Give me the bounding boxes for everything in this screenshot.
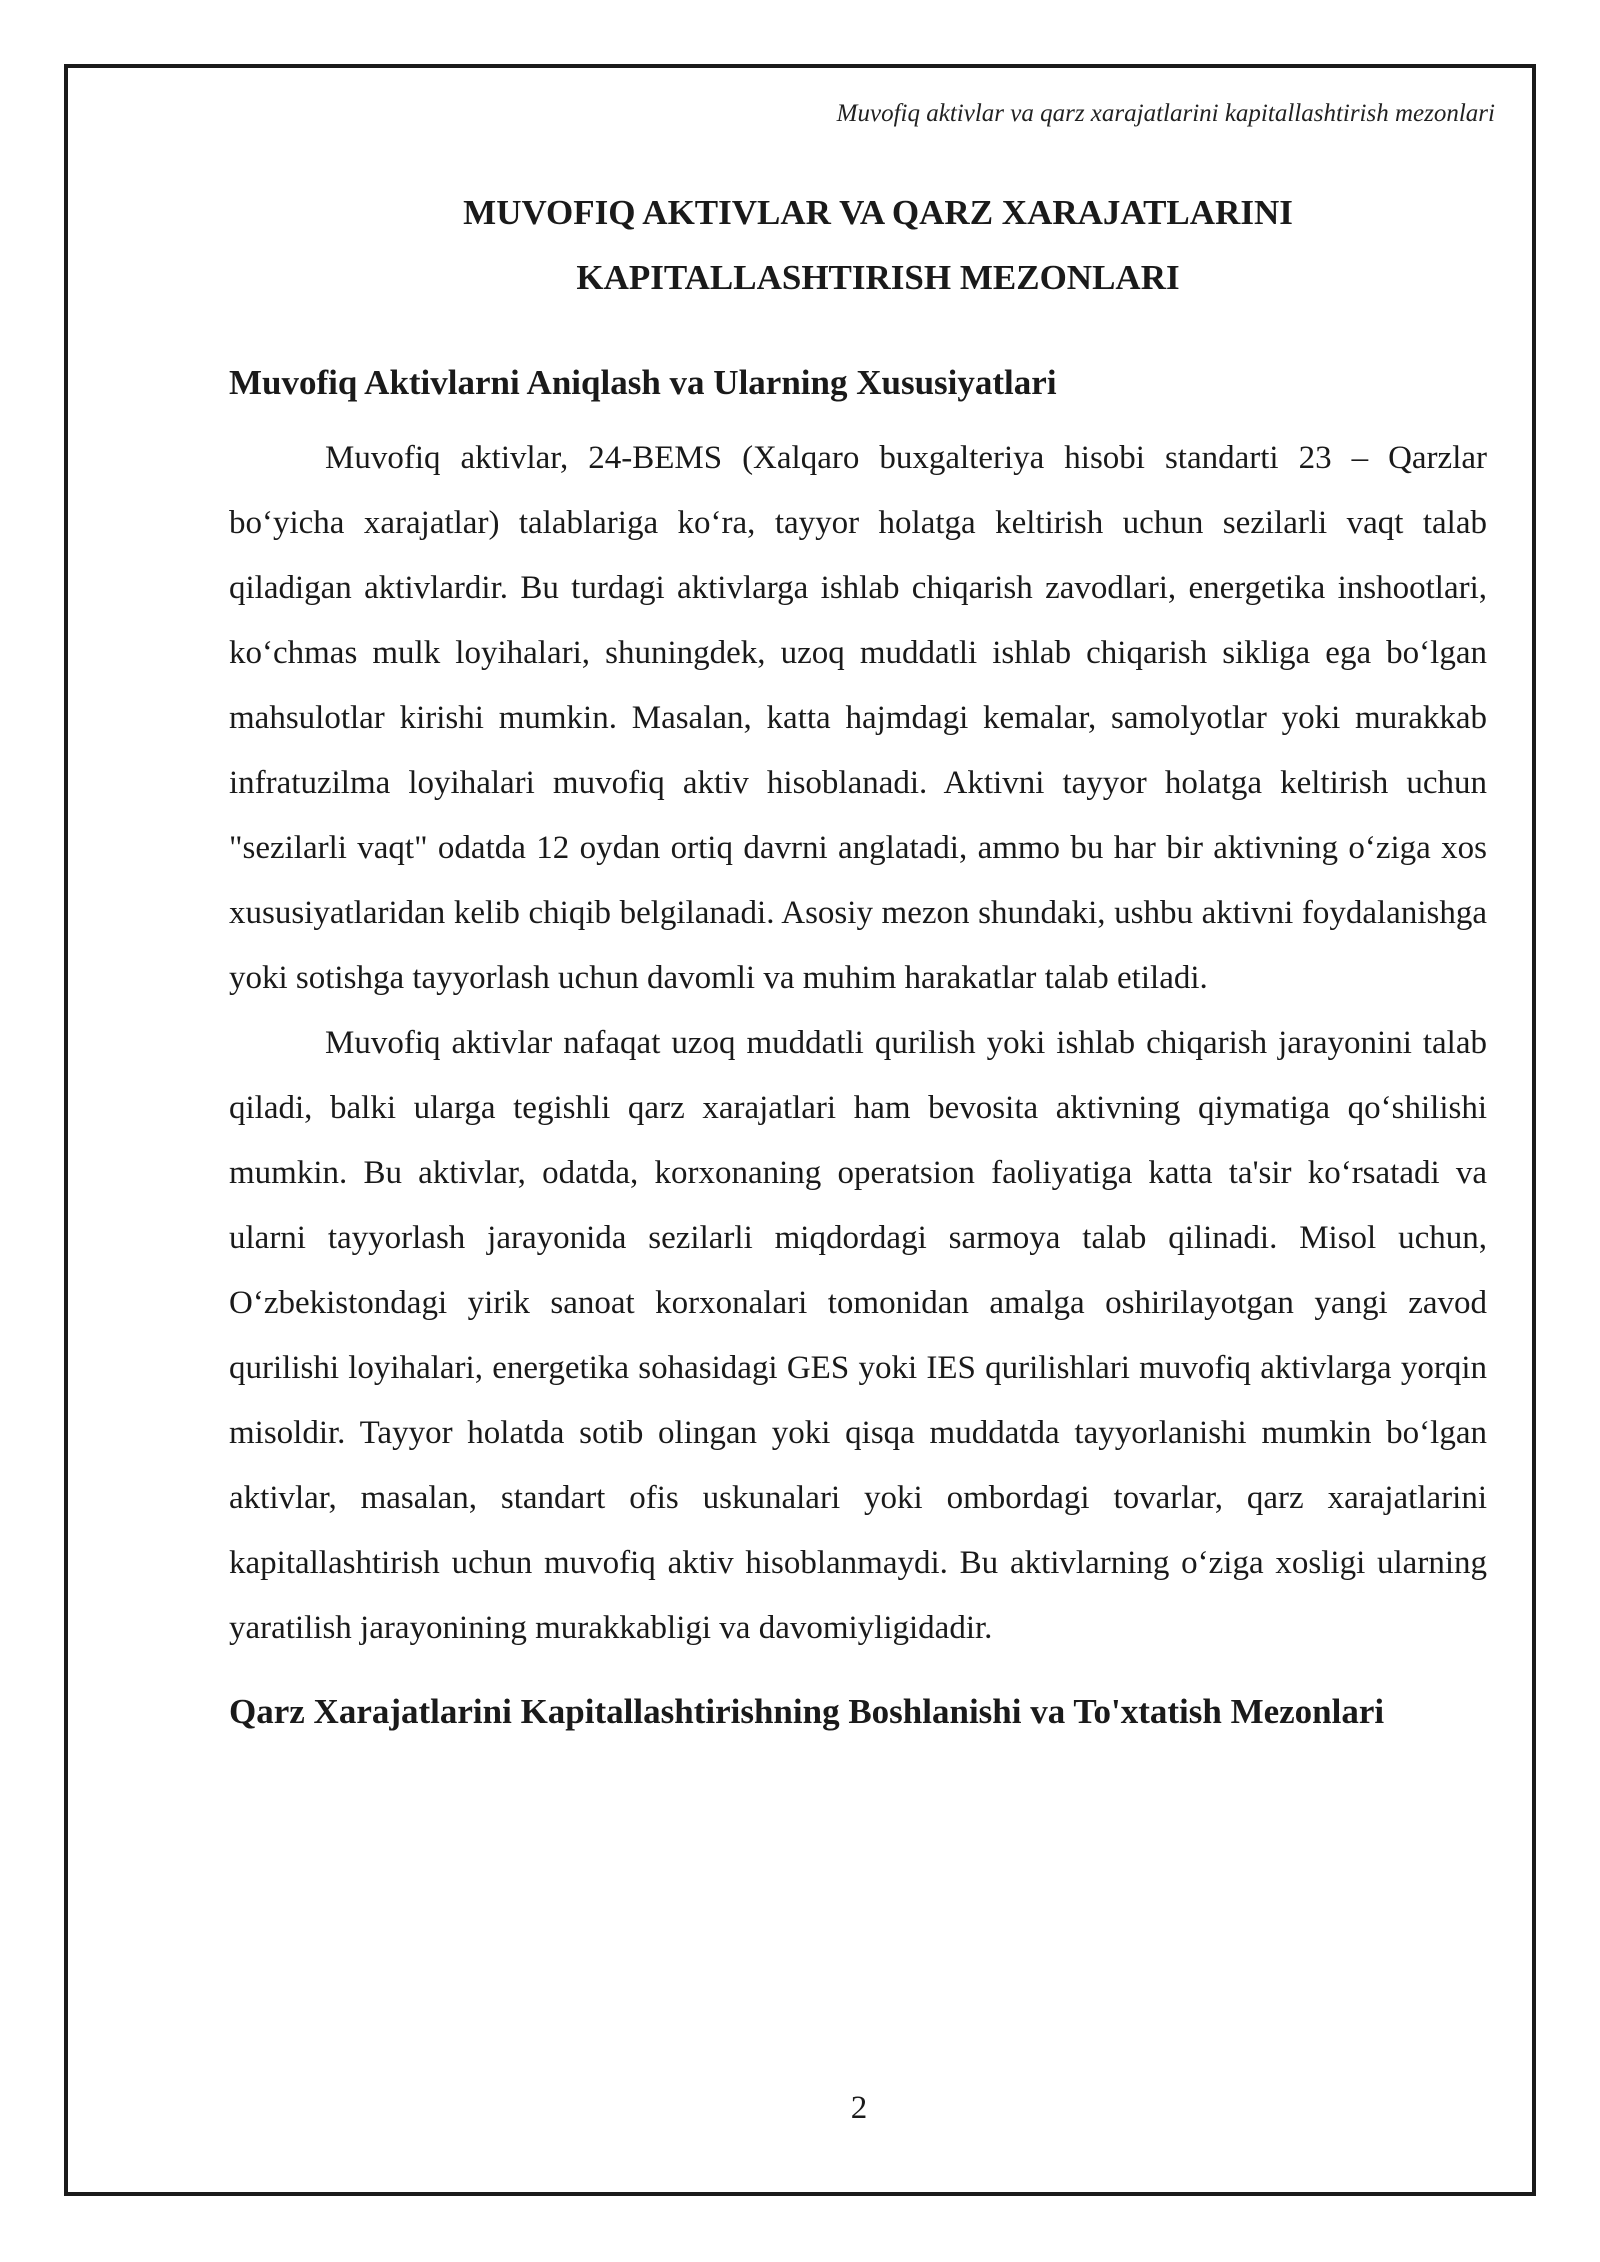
- section-heading-1: Muvofiq Aktivlarni Aniqlash va Ularning Xususiyatlari: [229, 363, 1057, 402]
- paragraph-2: Muvofiq aktivlar nafaqat uzoq muddatli qurilish yoki ishlab chiqarish jarayonini talab qiladi, balki ularga tegishli qarz xarajatlari ham bevosita aktivning qiymatiga qo‘shilishi mumkin. Bu aktivlar, odatda, korxonaning operatsion faoliyatiga katta ta'sir ko‘rsatadi va ularni tayyorlash jarayonida sezilarli miqdordagi sarmoya talab qilinadi. Misol uchun, O‘zbekistondagi yirik sanoat korxonalari tomonidan amalga oshirilayotgan yangi zavod qurilishi loyihalari, energetika sohasidagi GES yoki IES qurilishlari muvofiq aktivlarga yorqin misoldir. Tayyor holatda sotib olingan yoki qisqa muddatda tayyorlanishi mumkin bo‘lgan aktivlar, masalan, standart ofis uskunalari yoki ombordagi tovarlar, qarz xarajatlarini kapitallashtirish uchun muvofiq aktiv hisoblanmaydi. Bu aktivlarning o‘ziga xosligi ularning yaratilish jarayonining murakkabligi va davomiyligidadir.: [229, 1025, 1487, 1646]
- running-header: Muvofiq aktivlar va qarz xarajatlarini kapitallashtirish mezonlari: [836, 100, 1495, 127]
- page-number: 2: [850, 2090, 868, 2126]
- document-title-line-1: MUVOFIQ AKTIVLAR VA QARZ XARAJATLARINI: [463, 193, 1293, 232]
- section-heading-2: Qarz Xarajatlarini Kapitallashtirishning Boshlanishi va To'xtatish Mezonlari: [229, 1692, 1385, 1731]
- document-title-line-2: KAPITALLASHTIRISH MEZONLARI: [576, 258, 1180, 297]
- document-body: [229, 180, 1487, 1735]
- document-title: [229, 180, 1487, 310]
- paragraph-1: Muvofiq aktivlar, 24-BEMS (Xalqaro buxgalteriya hisobi standarti 23 – Qarzlar bo‘yicha xarajatlar) talablariga ko‘ra, tayyor holatga keltirish uchun sezilarli vaqt talab qiladigan aktivlardir. Bu turdagi aktivlarga ishlab chiqarish zavodlari, energetika inshootlari, ko‘chmas mulk loyihalari, shuningdek, uzoq muddatli ishlab chiqarish sikliga ega bo‘lgan mahsulotlar kirishi mumkin. Masalan, katta hajmdagi kemalar, samolyotlar yoki murakkab infratuzilma loyihalari muvofiq aktiv hisoblanadi. Aktivni tayyor holatga keltirish uchun "sezilarli vaqt" odatda 12 oydan ortiq davrni anglatadi, ammo bu har bir aktivning o‘ziga xos xususiyatlaridan kelib chiqib belgilanadi. Asosiy mezon shundaki, ushbu aktivni foydalanishga yoki sotishga tayyorlash uchun davomli va muhim harakatlar talab etiladi.: [229, 440, 1487, 996]
